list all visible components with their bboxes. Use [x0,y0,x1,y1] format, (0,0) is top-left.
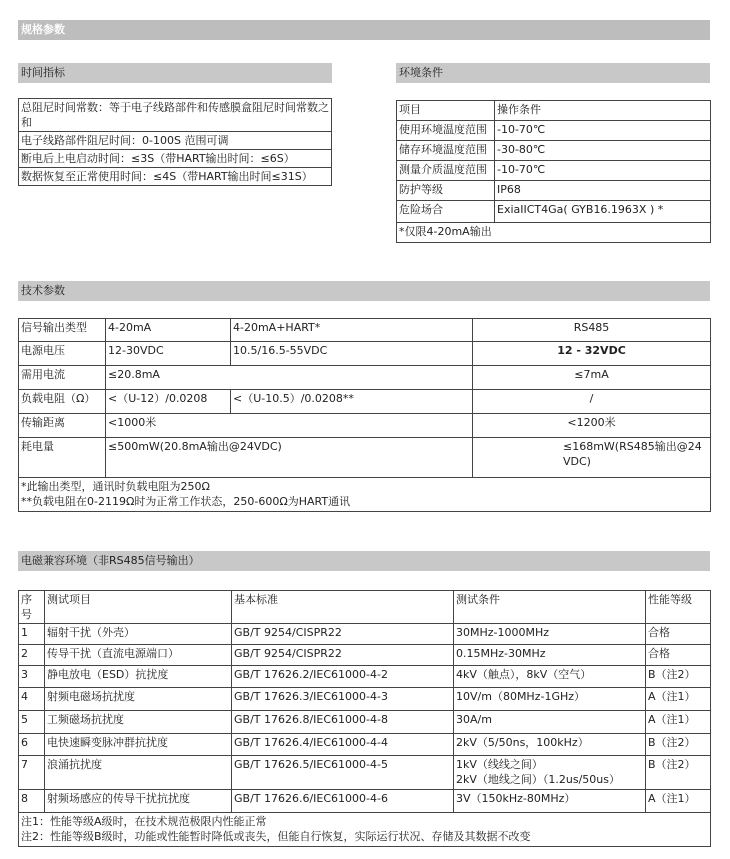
table-row [19,390,711,414]
emc-item: 辐射干扰（外壳） [45,624,232,645]
env-value: IP68 [495,181,711,201]
emc-condition: 30MHz-1000MHz [454,624,646,645]
env-table [396,100,711,243]
emc-grade: B（注2） [646,734,711,756]
table-row [397,223,711,243]
emc-item: 静电放电（ESD）抗扰度 [45,666,232,688]
emc-no: 6 [19,734,45,756]
emc-standard: GB/T 17626.6/IEC61000-4-6 [232,790,454,813]
env-label: 防护等级 [397,181,495,201]
emc-condition: 0.15MHz-30MHz [454,645,646,666]
tech-value-shared: ≤500mW(20.8mA输出@24VDC) [106,438,473,478]
emc-header-condition: 测试条件 [454,591,646,624]
tech-value-rs485: ≤168mW(RS485输出@24VDC) [473,438,711,478]
page-title-bar [18,20,710,40]
emc-condition: 4kV（触点），8kV（空气） [454,666,646,688]
env-section-title: 环境条件 [399,66,443,79]
tech-value-hart: 10.5/16.5-55VDC [231,342,473,366]
table-row [19,688,711,711]
emc-note-1: 注1：性能等级A级时，在技术规范极限内性能正常 [21,815,267,828]
emc-item: 浪涌抗扰度 [45,756,232,790]
emc-item: 工频磁场抗扰度 [45,711,232,734]
table-row [19,591,711,624]
env-note: *仅限4-20mA输出 [397,223,711,243]
emc-header-item: 测试项目 [45,591,232,624]
tech-label: 需用电流 [19,366,106,390]
table-row [19,645,711,666]
table-row [19,756,711,790]
emc-no: 5 [19,711,45,734]
emc-standard: GB/T 9254/CISPR22 [232,645,454,666]
tech-value-rs485: <1200米 [473,414,711,438]
tech-value-shared: <1000米 [106,414,473,438]
table-row [19,813,711,847]
env-value: -10-70℃ [495,121,711,141]
emc-no: 3 [19,666,45,688]
emc-grade: A（注1） [646,790,711,813]
tech-value-4-20ma: 12-30VDC [106,342,231,366]
emc-standard: GB/T 17626.5/IEC61000-4-5 [232,756,454,790]
emc-grade: A（注1） [646,688,711,711]
table-row [19,624,711,645]
tech-label: 耗电量 [19,438,106,478]
tech-value-rs485: RS485 [473,319,711,342]
tech-note-1: *此输出类型，通讯时负载电阻为250Ω [21,480,210,493]
env-label: 储存环境温度范围 [397,141,495,161]
emc-note-2: 注2：性能等级B级时，功能或性能暂时降低或丧失，但能自行恢复，实际运行状况、存储及其数据不改变 [21,830,531,843]
table-row [19,168,332,186]
env-label: 危险场合 [397,201,495,223]
tech-section-header [18,281,710,301]
env-header-item: 项目 [397,101,495,121]
table-row [19,666,711,688]
tech-section-title: 技术参数 [21,284,65,297]
table-row [19,438,711,478]
tech-label: 信号输出类型 [19,319,106,342]
time-row-4: 数据恢复至正常使用时间：≤4S（带HART输出时间≤31S） [19,168,332,186]
tech-value-shared: ≤20.8mA [106,366,473,390]
emc-condition: 3V（150kHz-80MHz） [454,790,646,813]
env-section-header [396,63,710,83]
emc-section-header [18,551,710,571]
time-row-1: 总阻尼时间常数：等于电子线路部件和传感膜盒阻尼时间常数之和 [19,99,332,132]
emc-grade: A（注1） [646,711,711,734]
emc-section-title: 电磁兼容环境（非RS485信号输出） [21,554,200,567]
table-row [19,734,711,756]
table-row [19,150,332,168]
table-row [19,414,711,438]
emc-condition: 30A/m [454,711,646,734]
table-row [19,478,711,512]
emc-item: 射频电磁场抗扰度 [45,688,232,711]
emc-condition: 2kV（5/50ns，100kHz） [454,734,646,756]
table-row [19,711,711,734]
tech-value-rs485: 12 - 32VDC [473,342,711,366]
emc-standard: GB/T 17626.4/IEC61000-4-4 [232,734,454,756]
tech-label: 传输距离 [19,414,106,438]
tech-note-2: **负载电阻在0-2119Ω时为正常工作状态，250-600Ω为HART通讯 [21,495,351,508]
emc-no: 7 [19,756,45,790]
table-row [19,790,711,813]
emc-grade: 合格 [646,645,711,666]
emc-condition: 10V/m（80MHz-1GHz） [454,688,646,711]
time-row-3: 断电后上电启动时间：≤3S（带HART输出时间：≤6S） [19,150,332,168]
tech-table [18,318,711,512]
env-header-condition: 操作条件 [495,101,711,121]
time-table [18,98,332,186]
tech-value-rs485: / [473,390,711,414]
emc-no: 8 [19,790,45,813]
table-row [397,101,711,121]
env-label: 测量介质温度范围 [397,161,495,181]
tech-value-rs485: ≤7mA [473,366,711,390]
emc-standard: GB/T 17626.8/IEC61000-4-8 [232,711,454,734]
emc-grade: B（注2） [646,756,711,790]
table-row [397,181,711,201]
table-row [397,141,711,161]
table-row [19,99,332,132]
emc-standard: GB/T 17626.2/IEC61000-4-2 [232,666,454,688]
emc-grade: 合格 [646,624,711,645]
emc-item: 电快速瞬变脉冲群抗扰度 [45,734,232,756]
table-row [397,161,711,181]
env-value: ExiaIICT4Ga( GYB16.1963X ) * [495,201,711,223]
emc-notes [19,813,711,847]
table-row [397,121,711,141]
tech-value-4-20ma: 4-20mA [106,319,231,342]
tech-notes [19,478,711,512]
table-row [397,201,711,223]
emc-no: 4 [19,688,45,711]
env-value: -30-80℃ [495,141,711,161]
emc-standard: GB/T 17626.3/IEC61000-4-3 [232,688,454,711]
table-row [19,342,711,366]
env-label: 使用环境温度范围 [397,121,495,141]
emc-no: 1 [19,624,45,645]
table-row [19,366,711,390]
tech-value-4-20ma: <（U-12）/0.0208 [106,390,231,414]
emc-standard: GB/T 9254/CISPR22 [232,624,454,645]
emc-header-no: 序号 [19,591,45,624]
page-title: 规格参数 [21,23,65,36]
time-section-header [18,63,332,83]
table-row [19,319,711,342]
tech-value-hart: 4-20mA+HART* [231,319,473,342]
emc-header-standard: 基本标准 [232,591,454,624]
emc-header-grade: 性能等级 [646,591,711,624]
emc-grade: B（注2） [646,666,711,688]
emc-table [18,590,711,847]
emc-no: 2 [19,645,45,666]
time-row-2: 电子线路部件阻尼时间：0-100S 范围可调 [19,132,332,150]
emc-item: 射频场感应的传导干扰抗扰度 [45,790,232,813]
emc-condition: 1kV（线线之间） 2kV（地线之间）（1.2us/50us） [454,756,646,790]
tech-value-hart: <（U-10.5）/0.0208** [231,390,473,414]
tech-label: 电源电压 [19,342,106,366]
env-value: -10-70℃ [495,161,711,181]
table-row [19,132,332,150]
emc-item: 传导干扰（直流电源端口） [45,645,232,666]
time-section-title: 时间指标 [21,66,65,79]
tech-label: 负载电阻（Ω） [19,390,106,414]
